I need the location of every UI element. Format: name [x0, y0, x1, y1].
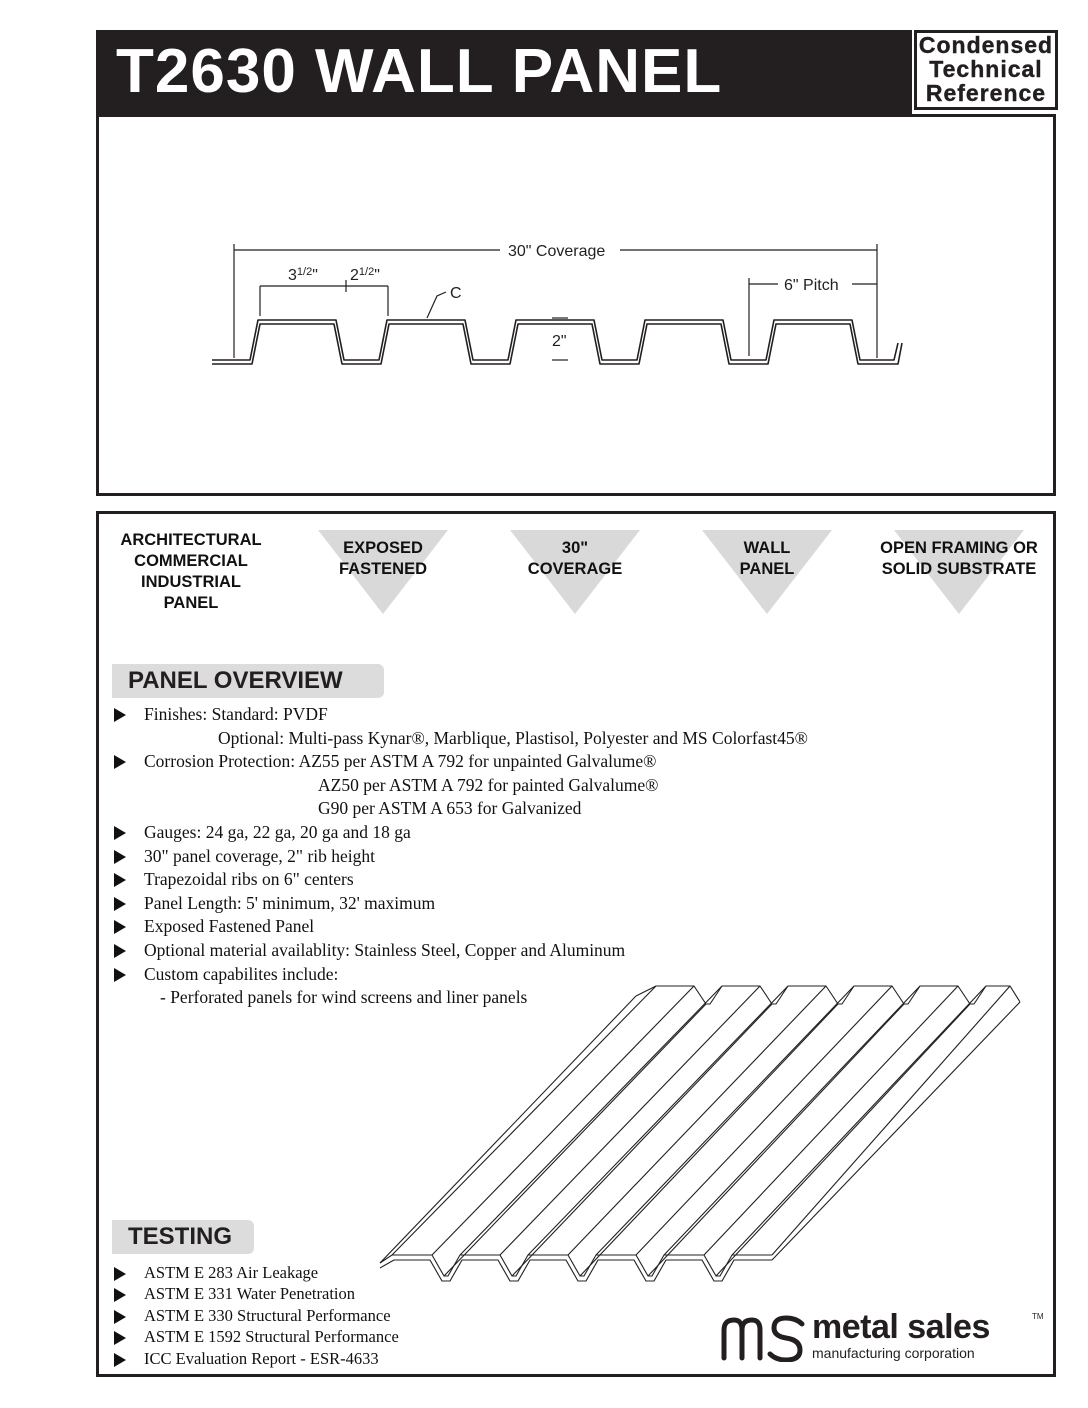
logo-trademark: TM — [1032, 1312, 1044, 1321]
badge-30-coverage: 30" COVERAGE — [490, 530, 660, 620]
page-title: T2630 WALL PANEL — [116, 37, 723, 106]
list-item: Custom capabilites include: — [112, 963, 808, 987]
c-label: C — [450, 285, 462, 302]
list-item: Optional: Multi-pass Kynar®, Marblique, Plastisol, Polyester and MS Colorfast45® — [218, 727, 808, 748]
reference-line-1: Condensed — [918, 32, 1054, 58]
logo-name: metal sales — [812, 1308, 990, 1346]
pitch-label: 6" Pitch — [784, 277, 839, 294]
list-item: Corrosion Protection: AZ55 per ASTM A 792 for unpainted Galvalume® — [112, 750, 808, 774]
list-item: Gauges: 24 ga, 22 ga, 20 ga and 18 ga — [112, 821, 808, 845]
list-item: 30" panel coverage, 2" rib height — [112, 845, 808, 869]
reference-line-2: Technical — [929, 56, 1043, 82]
list-item: - Perforated panels for wind screens and liner panels — [160, 987, 528, 1008]
badge-open-framing: OPEN FRAMING OR SOLID SUBSTRATE — [874, 530, 1044, 620]
list-item: Optional material availablity: Stainless Steel, Copper and Aluminum — [112, 939, 808, 963]
ms-logo-icon — [720, 1314, 808, 1362]
testing-heading: TESTING — [112, 1220, 254, 1254]
badge-exposed-fastened: EXPOSED FASTENED — [298, 530, 468, 620]
list-item: ASTM E 330 Structural Performance — [112, 1305, 399, 1326]
list-item: Trapezoidal ribs on 6" centers — [112, 868, 808, 892]
list-item: ASTM E 1592 Structural Performance — [112, 1326, 399, 1347]
logo-subtitle: manufacturing corporation — [812, 1345, 975, 1361]
list-item: Panel Length: 5' minimum, 32' maximum — [112, 892, 808, 916]
list-item: ASTM E 283 Air Leakage — [112, 1262, 399, 1283]
badge-wall-panel: WALL PANEL — [682, 530, 852, 620]
rib-gap-width-label: $2^{1/2}$" — [350, 266, 380, 284]
list-item: ASTM E 331 Water Penetration — [112, 1283, 399, 1304]
testing-list — [112, 1262, 399, 1369]
badge-architectural: ARCHITECTURAL COMMERCIAL INDUSTRIAL PANEL — [120, 531, 262, 612]
list-item: Finishes: Standard: PVDF — [112, 703, 808, 727]
panel-overview-heading: PANEL OVERVIEW — [112, 664, 384, 698]
list-item: AZ50 per ASTM A 792 for painted Galvalume® — [318, 774, 659, 795]
list-item: G90 per ASTM A 653 for Galvanized — [318, 798, 582, 819]
list-item: Exposed Fastened Panel — [112, 915, 808, 939]
coverage-label: 30" Coverage — [508, 243, 606, 260]
rib-height-label: 2" — [552, 333, 567, 350]
metal-sales-logo — [720, 1308, 1050, 1364]
rib-top-width-label: $3^{1/2}$" — [288, 266, 318, 284]
reference-line-3: Reference — [925, 80, 1047, 106]
list-item: ICC Evaluation Report - ESR-4633 — [112, 1348, 399, 1369]
